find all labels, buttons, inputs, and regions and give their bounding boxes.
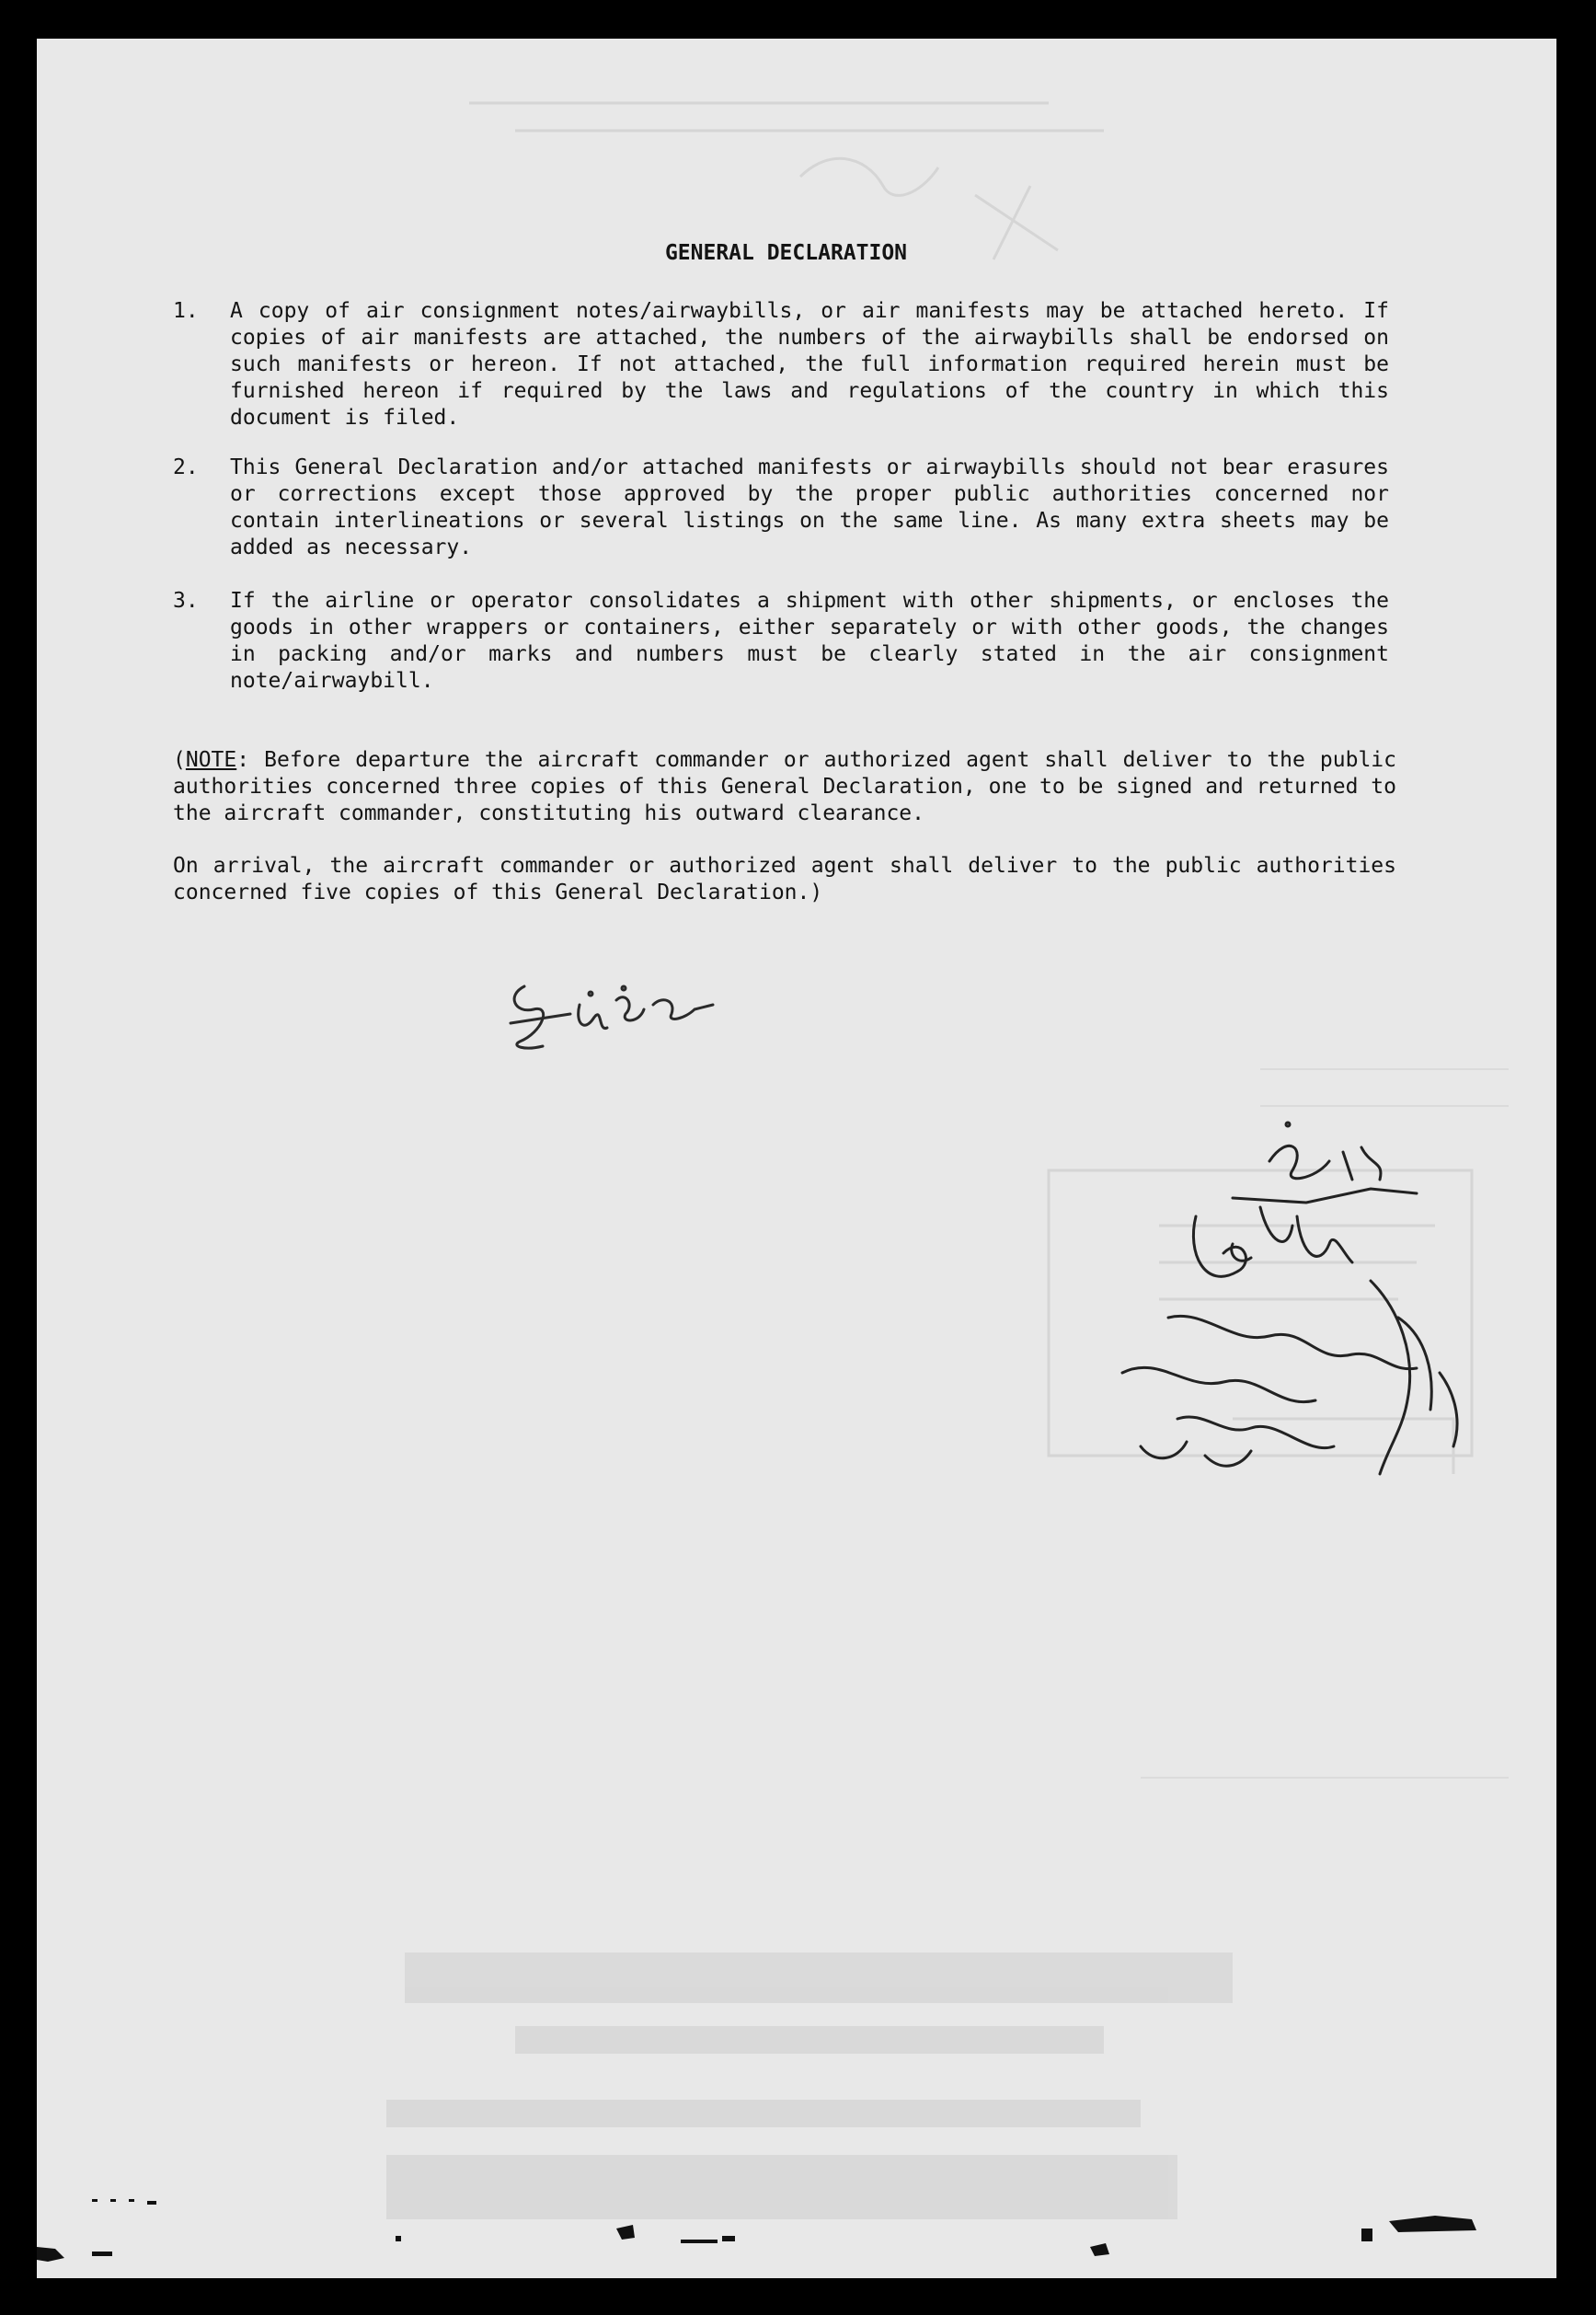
handwritten-mark [488,959,764,1078]
page-title: GENERAL DECLARATION [664,241,908,265]
list-item-text: This General Declaration and/or attached manifests or airwaybills should not bear erasures or corrections except those approved by the proper public authorities concerned nor contain interlineations or several listings on the same line. As many extra sheets may be added as necessary. [230,455,1389,559]
note-paragraph [173,747,1396,827]
list-item-text: If the airline or operator consolidates a shipment with other shipments, or encloses the goods in other wrappers or containers, either separately or with other goods, the changes in packing and/or marks and numbers must be clearly stated in the air consignment note/airwaybill. [230,589,1389,693]
handwritten-signature [1067,1097,1545,1557]
list-item-number: 1. [173,299,199,323]
list-item-text: A copy of air consignment notes/airwaybills, or air manifests may be attached hereto. If copies of air manifests are attached, the numbers of the airwaybills shall be endorsed on such manifests or hereon. If not attached, the full information required herein must be furnished hereon if required by the laws and regulations of the country in which this document is filed. [230,299,1389,430]
list-item-number: 3. [173,589,199,613]
arrival-paragraph: On arrival, the aircraft commander or authorized agent shall deliver to the public authorities concerned five copies of this General Declaration.) [173,854,1396,904]
note-label: NOTE [185,748,237,772]
list-item-number: 2. [173,455,199,479]
note-text: : Before departure the aircraft commander or authorized agent shall deliver to the public authorities concerned three copies of this General Declaration, one to be signed and returned to the aircraft commander, constituting his outward clearance. [173,748,1396,825]
document-page [37,39,1556,2278]
note-open-paren: ( [173,748,186,772]
